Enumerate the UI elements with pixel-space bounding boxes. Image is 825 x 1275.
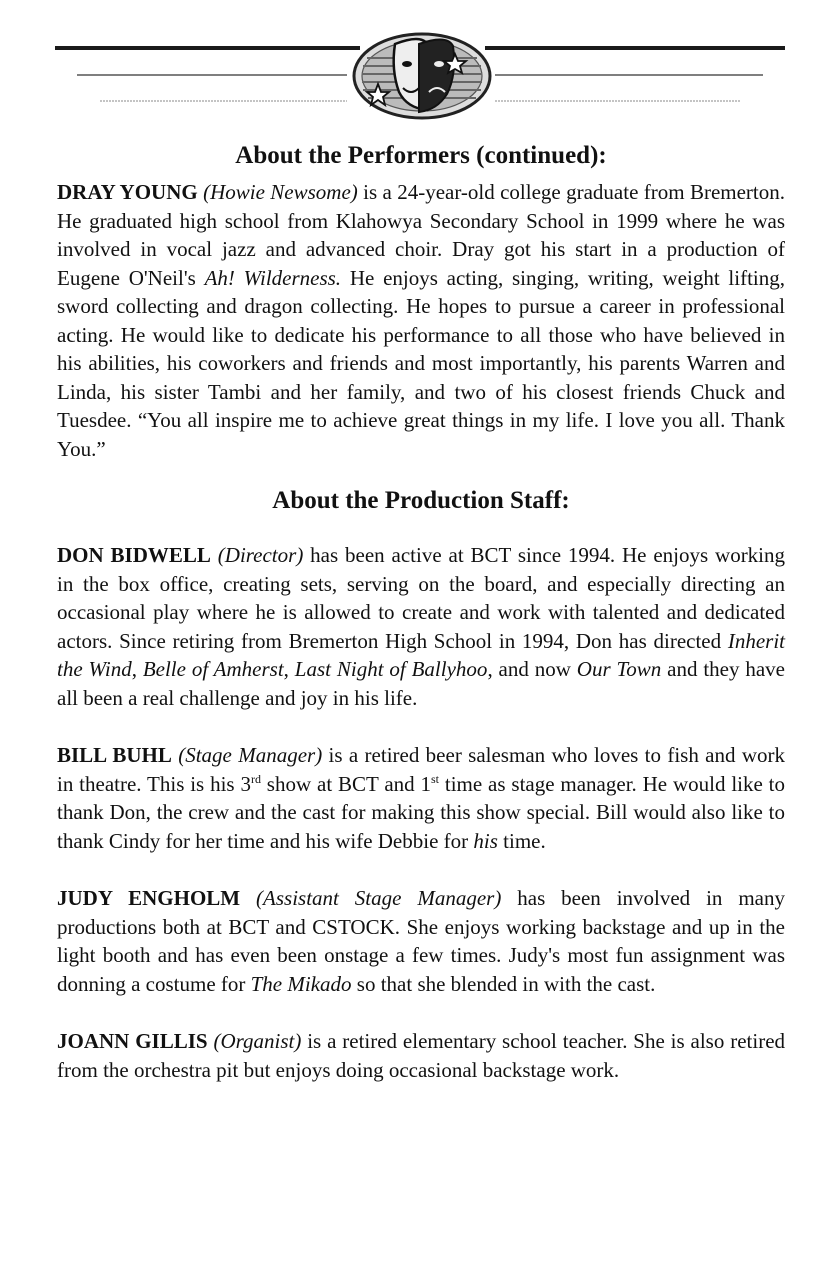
bio-bill-buhl bbox=[57, 741, 785, 855]
bio-name: JUDY ENGHOLM bbox=[57, 886, 241, 910]
play-title: Last Night of Ballyhoo bbox=[294, 657, 488, 681]
bio-text: and they have all been a real challenge and joy in his life. bbox=[57, 657, 785, 710]
program-content bbox=[57, 140, 785, 1084]
bio-role: (Director) bbox=[217, 543, 304, 567]
bio-dray-young bbox=[57, 178, 785, 463]
play-title: Ah! Wilderness. bbox=[204, 265, 342, 290]
bio-role: (Organist) bbox=[213, 1029, 302, 1053]
bio-text: is a retired elementary school teacher. She is also retired from the orchestra pit but enjoys doing occasional backstage work. bbox=[57, 1029, 786, 1082]
bio-role: (Assistant Stage Manager) bbox=[256, 886, 502, 910]
bio-don-bidwell bbox=[57, 541, 785, 712]
bio-role: (Howie Newsome) bbox=[203, 180, 358, 204]
top-rule-right bbox=[485, 46, 785, 50]
bio-role: (Stage Manager) bbox=[178, 743, 323, 767]
performers-heading: About the Performers (continued): bbox=[235, 142, 607, 169]
top-rule-left bbox=[55, 46, 360, 50]
bio-text: , and now bbox=[487, 657, 577, 681]
play-title: The Mikado bbox=[250, 971, 352, 996]
bio-text: He enjoys acting, singing, writing, weight lifting, sword collecting and dragon collecting. He hopes to pursue a career in professional acting. He would like to dedicate his performance to all those who have believed in his abilities, his coworkers and friends and most importantly, his parents Warren and Linda, his sister Tambi and her family, and two of his closest friends Chuck and Tuesdee. “You all inspire me to achieve great things in my life. I love you all. Thank You.” bbox=[57, 265, 786, 461]
bio-text: has been involved in many productions both at BCT and CSTOCK. She enjoys working backstage and up in the light booth and has even been onstage a few times. Judy's most fun assignment was donning a costume for bbox=[57, 886, 785, 996]
bio-text: time. bbox=[497, 828, 546, 853]
bio-text: is a retired beer salesman who loves to fish and work in theatre. This is his 3 bbox=[57, 743, 785, 796]
bio-text: time as stage manager. He would like to thank Don, the crew and the cast for making this show special. Bill would also like to thank Cindy for her time and his wife Debbie for bbox=[57, 771, 785, 853]
play-title: Belle of Amherst bbox=[142, 657, 284, 681]
emphasis: his bbox=[473, 828, 498, 853]
theatre-masks-star-emblem-icon bbox=[354, 34, 490, 118]
play-title: Our Town bbox=[576, 657, 662, 681]
bio-text: show at BCT and 1 bbox=[260, 771, 431, 796]
ordinal-suffix: rd bbox=[250, 771, 261, 786]
play-title: Inherit the Wind bbox=[57, 628, 785, 681]
bio-judy-engholm bbox=[57, 884, 785, 998]
bio-joann-gillis bbox=[57, 1027, 785, 1084]
bio-text: , bbox=[131, 657, 143, 681]
bio-text: has been active at BCT since 1994. He enjoys working in the box office, creating sets, serving on the board, and especially directing an occasional play where he is allowed to create and work with talented and dedicated actors. Since retiring from Bremerton High School in 1994, Don has directed bbox=[57, 543, 786, 653]
bio-text: , bbox=[283, 657, 295, 681]
bio-text: is a 24-year-old college graduate from Bremerton. He graduated high school from Klahowya Secondary School in 1999 where he was involved in vocal jazz and advanced choir. Dray got his start in a production of Eugene O'Neil's bbox=[57, 180, 786, 290]
bio-text: so that she blended in with the cast. bbox=[351, 971, 656, 996]
bio-name: DON BIDWELL bbox=[57, 543, 211, 567]
bio-name: DRAY YOUNG bbox=[57, 180, 198, 204]
bio-name: JOANN GILLIS bbox=[57, 1029, 208, 1053]
staff-heading: About the Production Staff: bbox=[272, 487, 570, 514]
header-ornament bbox=[55, 30, 785, 130]
header-rules bbox=[55, 30, 785, 130]
ordinal-suffix: st bbox=[431, 771, 440, 786]
bio-name: BILL BUHL bbox=[57, 743, 172, 767]
